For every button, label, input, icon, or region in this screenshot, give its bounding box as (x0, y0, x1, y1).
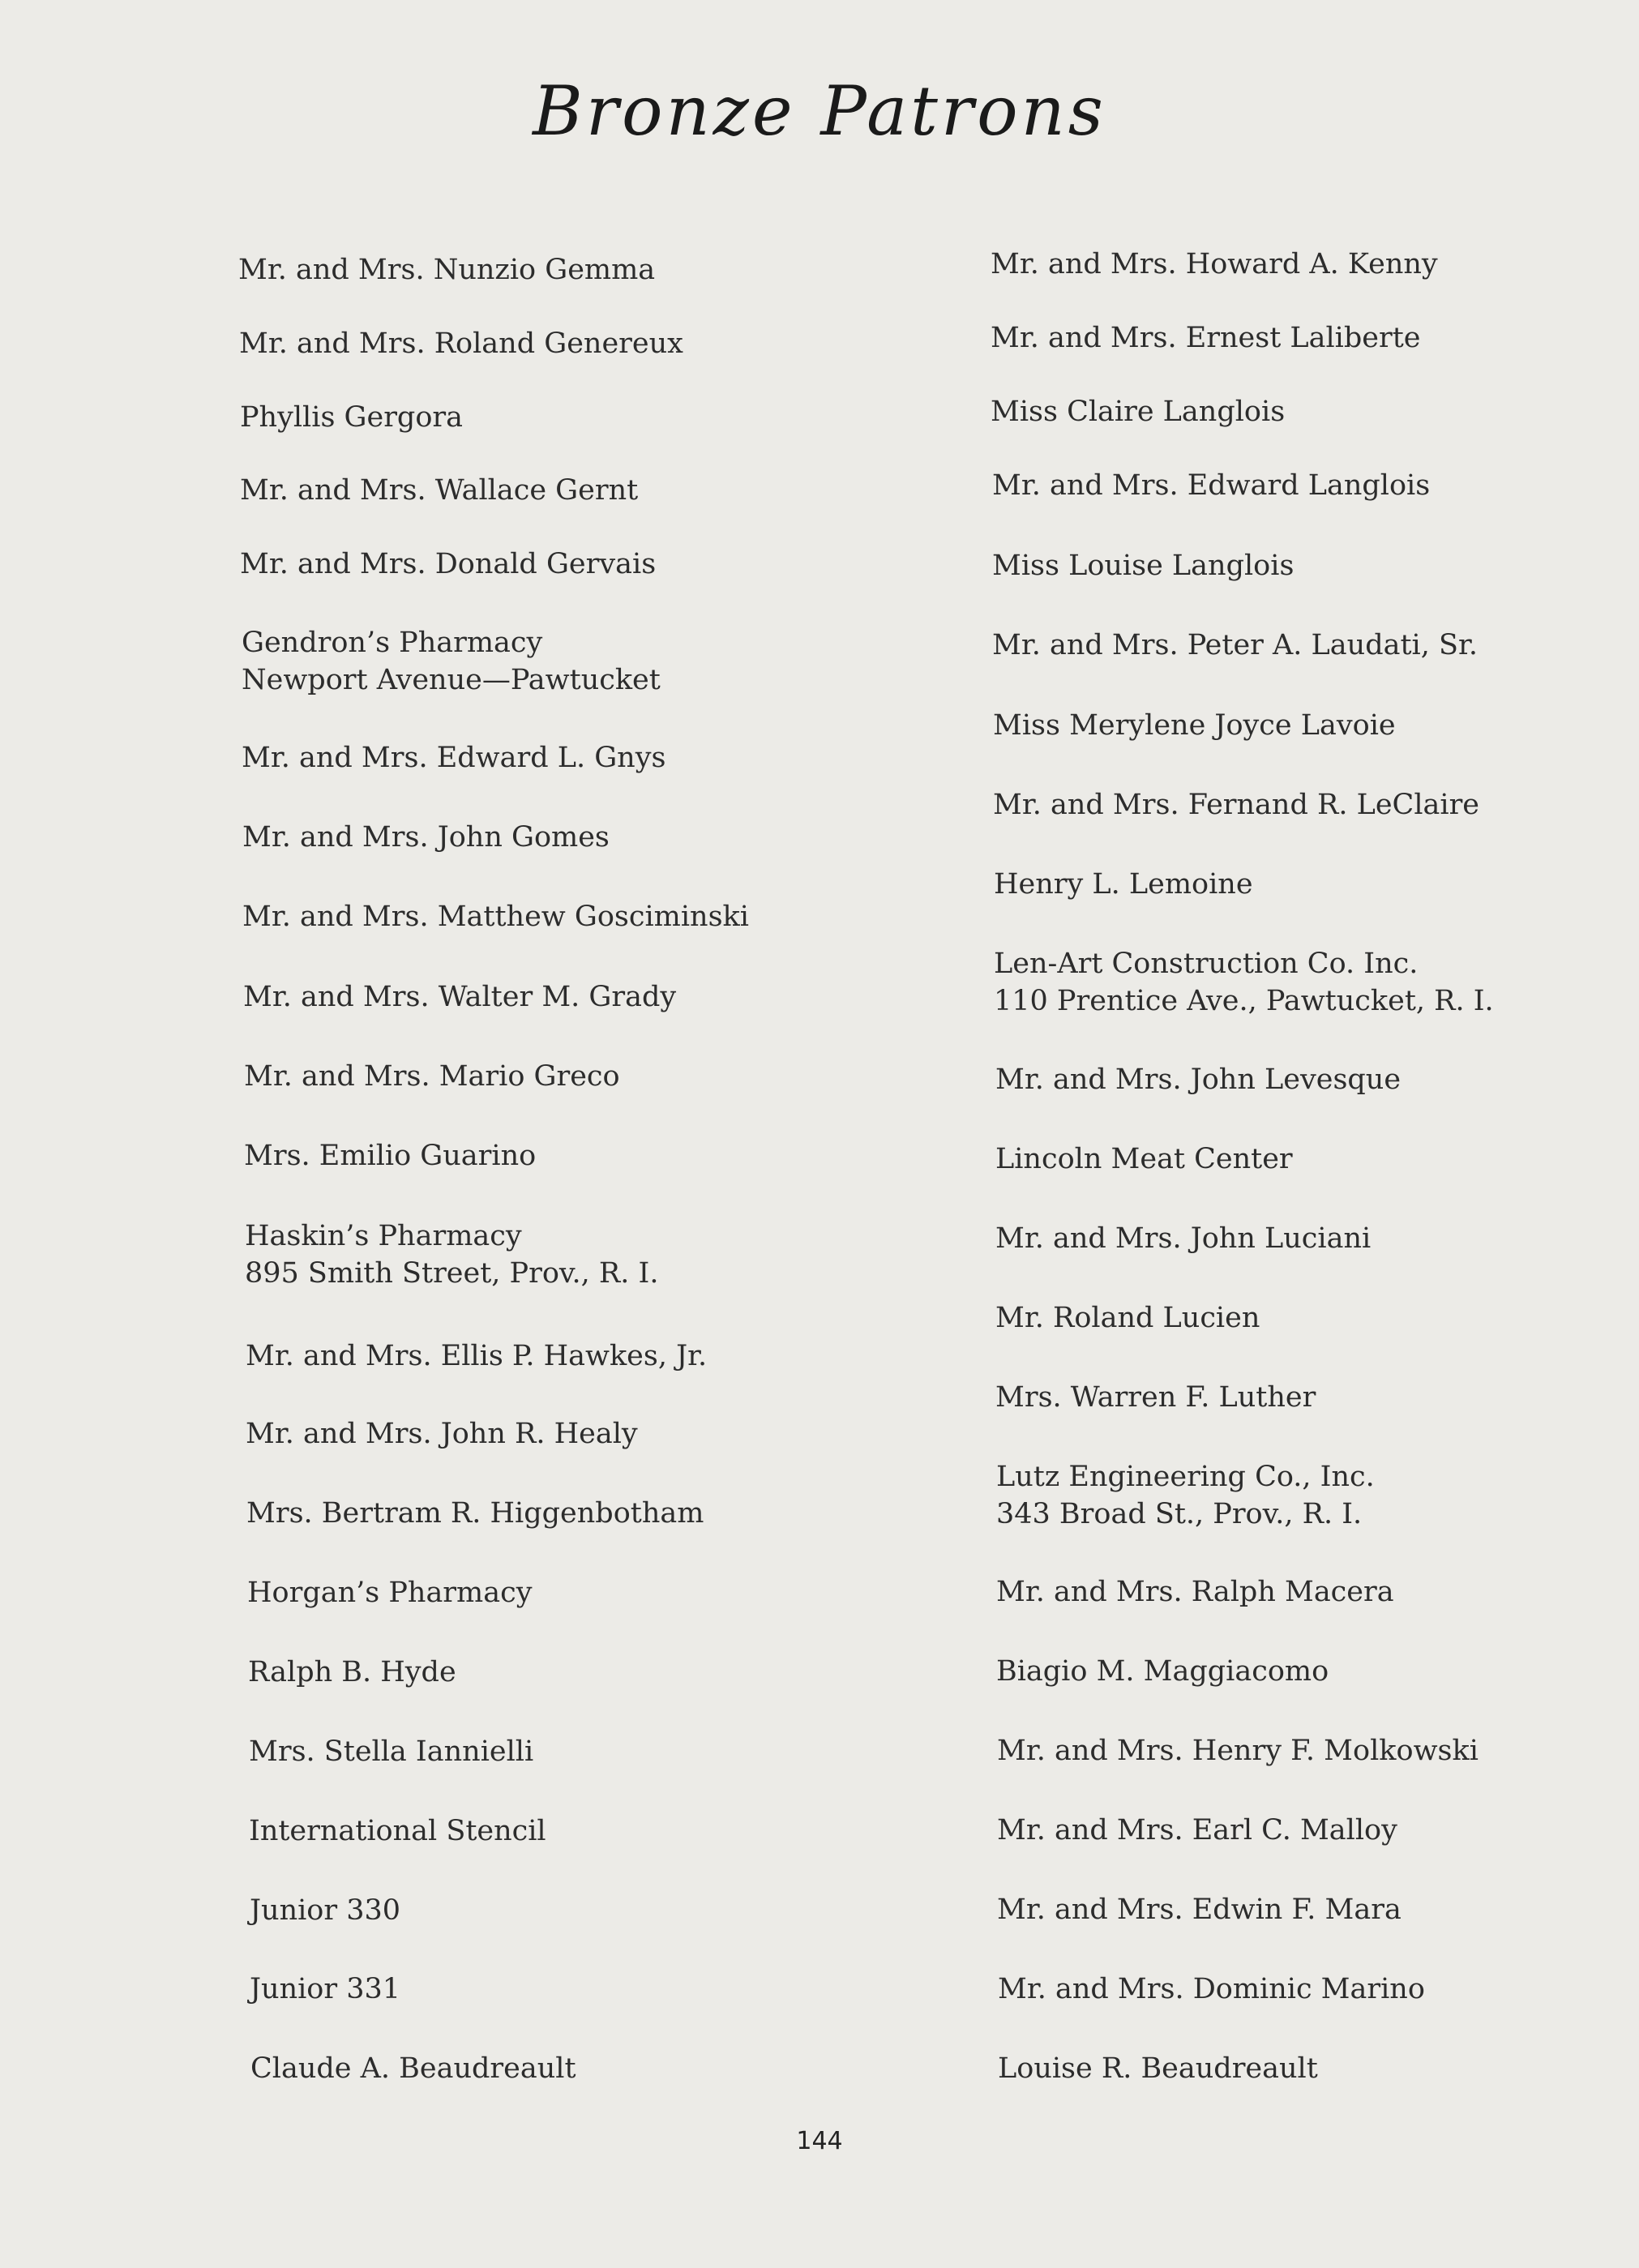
patron-line: Mr. and Mrs. Wallace Gernt (240, 474, 639, 507)
patron-line: Mr. and Mrs. Ellis P. Hawkes, Jr. (246, 1340, 708, 1372)
patron-line: Mrs. Warren F. Luther (995, 1381, 1316, 1414)
patron-line: Louise R. Beaudreault (998, 2052, 1318, 2085)
patron-line: Mr. and Mrs. Walter M. Grady (243, 981, 677, 1013)
right-patron-entry (998, 1971, 1425, 2008)
left-patron-entry (249, 1812, 546, 1850)
left-patron-entry (239, 325, 683, 362)
patron-line: Junior 330 (250, 1894, 401, 1927)
patron-line: Junior 331 (250, 1973, 401, 2005)
patron-line: Len-Art Construction Co. Inc. (994, 948, 1419, 980)
left-patron-entry (249, 1733, 533, 1770)
patron-line: Mr. and Mrs. Earl C. Malloy (997, 1814, 1397, 1846)
left-patron-entry (245, 1217, 658, 1292)
patron-line: Newport Avenue—Pawtucket (242, 664, 661, 696)
right-patron-entry (992, 627, 1478, 664)
patron-line: Mr. and Mrs. Mario Greco (244, 1060, 620, 1093)
right-patron-entry (998, 2050, 1318, 2087)
right-patron-entry (992, 467, 1430, 504)
patron-line: Mr. and Mrs. Peter A. Laudati, Sr. (992, 629, 1478, 661)
right-patron-entry (991, 393, 1285, 430)
left-patron-entry (242, 739, 665, 777)
left-patron-entry (244, 1058, 620, 1095)
patron-line: Mr. and Mrs. Ralph Macera (996, 1576, 1394, 1608)
right-patron-entry (997, 1891, 1401, 1928)
patron-line: Mr. and Mrs. Howard A. Kenny (991, 248, 1438, 280)
patron-line: Mr. and Mrs. John Gomes (242, 821, 610, 854)
patron-line: International Stencil (249, 1815, 546, 1847)
right-patron-entry (997, 1812, 1397, 1849)
left-patron-entry (250, 1971, 400, 2008)
right-patron-entry (992, 547, 1294, 584)
patron-line: Lincoln Meat Center (995, 1143, 1293, 1175)
right-patron-entry (995, 1220, 1371, 1257)
patron-line: Claude A. Beaudreault (250, 2052, 576, 2085)
patron-line: 343 Broad St., Prov., R. I. (996, 1498, 1363, 1530)
patron-line: Haskin’s Pharmacy (245, 1220, 522, 1252)
patron-line: Phyllis Gergora (240, 401, 464, 434)
page-title: Bronze Patrons (533, 71, 1106, 151)
patron-line: Mr. and Mrs. John Levesque (995, 1063, 1401, 1096)
right-patron-entry (991, 319, 1421, 357)
patron-line: Mr. and Mrs. Ernest Laliberte (991, 322, 1421, 354)
left-patron-entry (246, 1495, 704, 1532)
left-patron-entry (250, 1892, 400, 1929)
patron-line: Miss Merylene Joyce Lavoie (993, 709, 1396, 742)
patron-line: Mr. and Mrs. Roland Genereux (239, 327, 683, 360)
patron-line: 110 Prentice Ave., Pawtucket, R. I. (994, 985, 1494, 1017)
right-patron-entry (996, 1653, 1329, 1690)
left-patron-entry (244, 1137, 536, 1175)
right-patron-entry (995, 1061, 1401, 1098)
right-patron-entry (991, 246, 1438, 283)
right-patron-entry (995, 1140, 1293, 1178)
patron-line: Mrs. Stella Iannielli (249, 1735, 534, 1768)
right-patron-entry (995, 1379, 1316, 1416)
patron-line: Miss Louise Langlois (992, 550, 1295, 582)
patron-line: Mr. and Mrs. Fernand R. LeClaire (993, 789, 1480, 821)
patron-line: Mr. Roland Lucien (995, 1302, 1260, 1334)
patron-line: Mr. and Mrs. Edward L. Gnys (242, 742, 666, 774)
left-patron-entry (242, 898, 749, 935)
patron-line: Henry L. Lemoine (994, 868, 1253, 901)
right-patron-entry (994, 866, 1253, 903)
left-patron-entry (240, 399, 463, 436)
patron-line: 895 Smith Street, Prov., R. I. (245, 1257, 659, 1290)
right-patron-entry (994, 945, 1494, 1020)
left-patron-entry (250, 2050, 576, 2087)
patron-line: Mr. and Mrs. Nunzio Gemma (238, 254, 656, 286)
left-patron-entry (240, 546, 656, 583)
left-patron-entry (240, 472, 638, 509)
left-patron-entry (246, 1415, 638, 1453)
right-patron-entry (993, 786, 1479, 824)
patron-line: Mr. and Mrs. Edwin F. Mara (997, 1894, 1401, 1926)
right-patron-entry (996, 1573, 1394, 1611)
patron-line: Biagio M. Maggiacomo (996, 1655, 1329, 1688)
left-patron-entry (248, 1654, 456, 1691)
patron-line: Mrs. Bertram R. Higgenbotham (246, 1497, 704, 1530)
patron-line: Horgan’s Pharmacy (247, 1577, 533, 1609)
left-patron-entry (242, 624, 661, 699)
left-patron-entry (238, 251, 655, 289)
patron-line: Mr. and Mrs. Edward Langlois (992, 469, 1431, 502)
patron-line: Mr. and Mrs. Dominic Marino (998, 1973, 1425, 2005)
patron-line: Mr. and Mrs. Matthew Gosciminski (242, 901, 749, 933)
patron-line: Gendron’s Pharmacy (242, 627, 543, 659)
right-patron-entry (993, 707, 1396, 744)
right-patron-entry (997, 1732, 1479, 1769)
patron-line: Mr. and Mrs. John R. Healy (246, 1418, 638, 1450)
patron-line: Mr. and Mrs. John Luciani (995, 1222, 1372, 1255)
patron-line: Mrs. Emilio Guarino (244, 1140, 537, 1172)
patron-line: Lutz Engineering Co., Inc. (996, 1461, 1375, 1493)
patron-line: Mr. and Mrs. Donald Gervais (240, 548, 657, 580)
page-number: 144 (796, 2127, 843, 2155)
right-patron-entry (995, 1299, 1260, 1337)
left-patron-entry (242, 819, 610, 856)
patron-line: Ralph B. Hyde (248, 1656, 456, 1688)
patron-line: Miss Claire Langlois (991, 396, 1286, 428)
left-patron-entry (246, 1337, 707, 1375)
left-patron-entry (247, 1574, 532, 1611)
left-patron-entry (243, 978, 676, 1016)
patron-line: Mr. and Mrs. Henry F. Molkowski (997, 1735, 1479, 1767)
right-patron-entry (996, 1458, 1375, 1533)
